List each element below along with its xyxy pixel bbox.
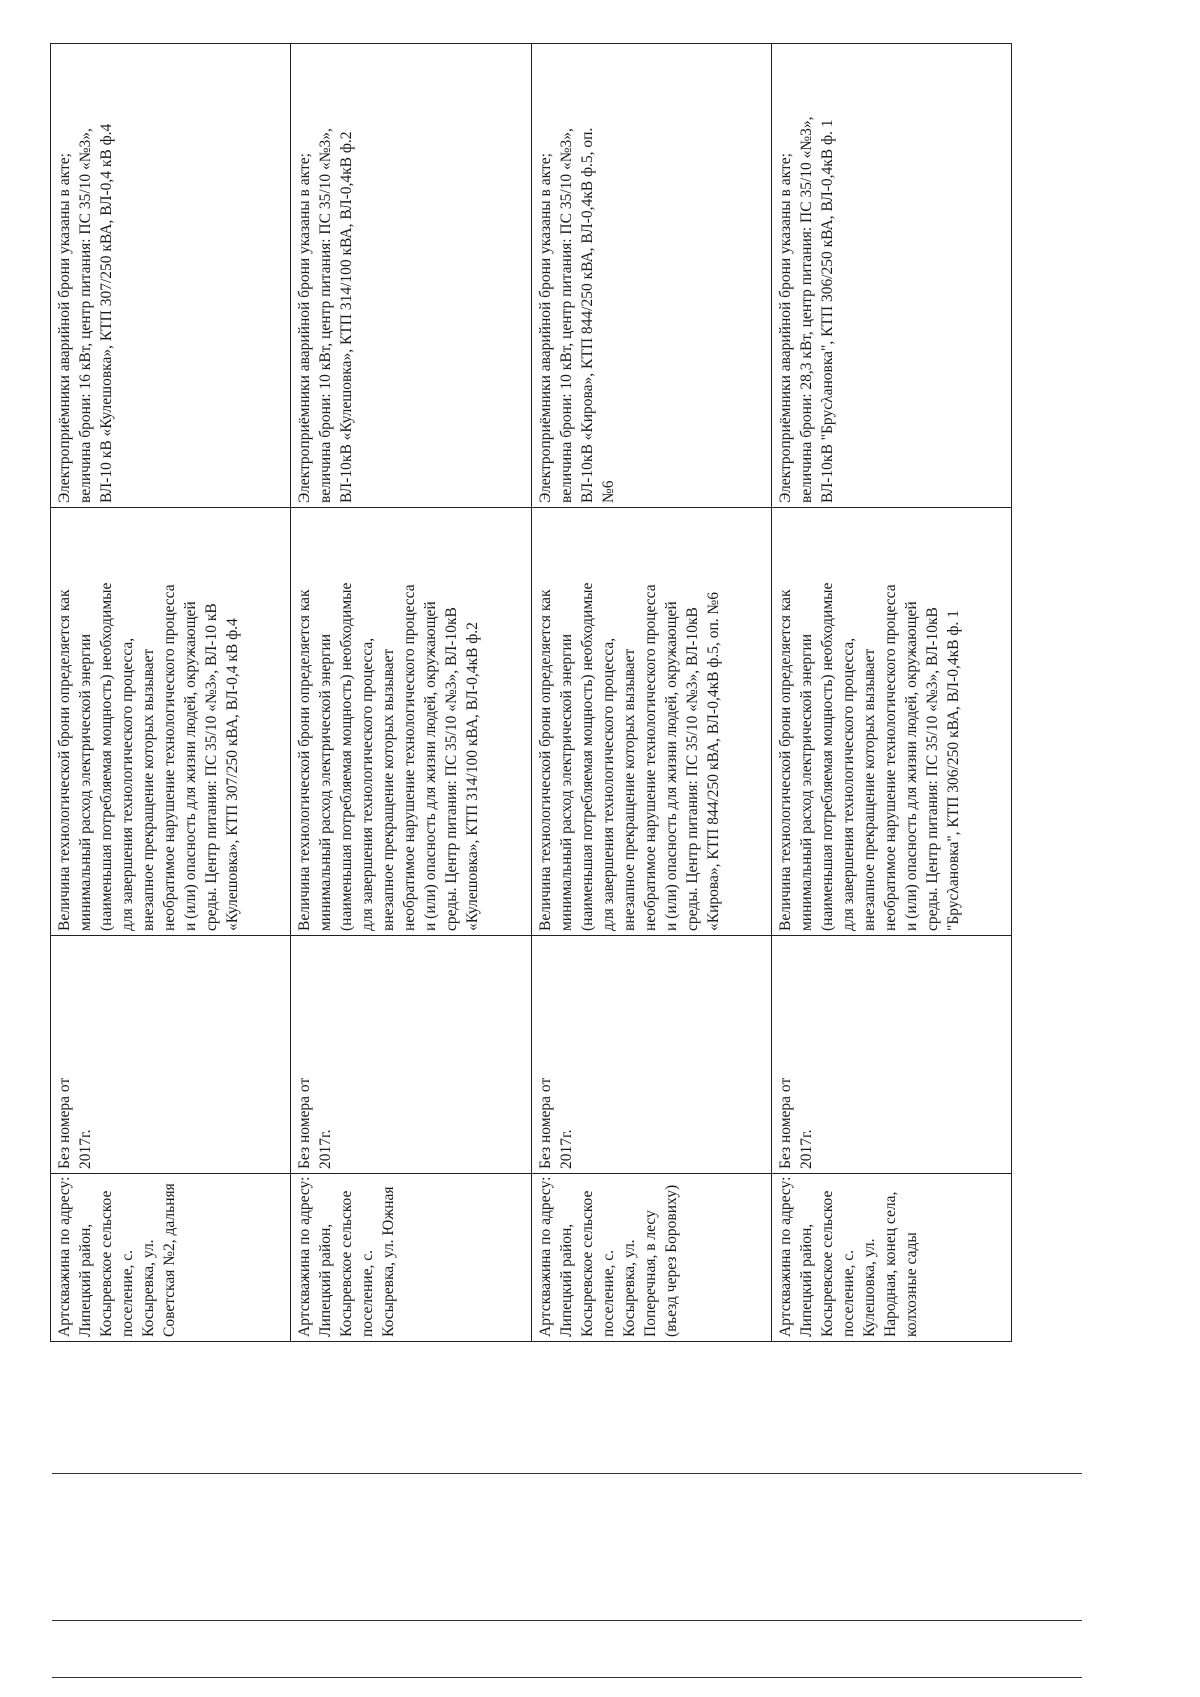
document-cell: Без номера от 2017г. bbox=[531, 936, 771, 1174]
table-row bbox=[51, 44, 291, 1342]
address-cell: Артскважина по адресу: Липецкий район, Косыревское сельское поселение, с. Косыревка, ул. Поперечная, в лесу (въезд через Боровиху) bbox=[531, 1174, 771, 1342]
table-row bbox=[291, 44, 531, 1342]
address-cell: Артскважина по адресу: Липецкий район, Косыревское сельское поселение, с. Косыревка, ул. Советская №2, дальняя bbox=[51, 1174, 291, 1342]
table-row bbox=[531, 44, 771, 1342]
technological-reserve-cell: Величина технологической брони определяется как минимальный расход электрической энергии (наименьшая потребляемая мощность) необходимые для завершения технологического процесса, внезапное прекращение которых вызывает необратимое нарушение технологического процесса и (или) опасность для жизни людей, окружающей среды. Центр питания: ПС 35/10 «№3», ВЛ-10кВ «Кирова», КТП 844/250 кВА, ВЛ-0,4кВ ф.5, оп. №6 bbox=[531, 508, 771, 936]
table-row bbox=[771, 44, 1011, 1342]
power-reserve-table bbox=[50, 43, 1012, 1342]
empty-table-rule bbox=[52, 1473, 1082, 1474]
rotated-table-container bbox=[50, 44, 1012, 1342]
document-cell: Без номера от 2017г. bbox=[291, 936, 531, 1174]
technological-reserve-cell: Величина технологической брони определяется как минимальный расход электрической энергии (наименьшая потребляемая мощность) необходимые для завершения технологического процесса, внезапное прекращение которых вызывает необратимое нарушение технологического процесса и (или) опасность для жизни людей, окружающей среды. Центр питания: ПС 35/10 «№3», ВЛ-10 кВ «Кулешовка», КТП 307/250 кВА, ВЛ-0,4 кВ ф.4 bbox=[51, 508, 291, 936]
address-cell: Артскважина по адресу: Липецкий район, Косыревское сельское поселение, с. Косыревка, ул. Южная bbox=[291, 1174, 531, 1342]
address-cell: Артскважина по адресу: Липецкий район, Косыревское сельское поселение, с. Кулешовка, ул. Народная, конец села, колхозные сады bbox=[771, 1174, 1011, 1342]
emergency-reserve-cell: Электроприёмники аварийной брони указаны в акте; величина брони: 28,3 кВт, центр питания: ПС 35/10 «№3», ВЛ-10кВ "Брусλановка", КТП 306/250 кВА, ВЛ-0,4кВ ф. 1 bbox=[771, 44, 1011, 508]
document-cell: Без номера от 2017г. bbox=[51, 936, 291, 1174]
empty-table-rule bbox=[52, 1620, 1082, 1621]
empty-table-rule bbox=[52, 1677, 1082, 1678]
technological-reserve-cell: Величина технологической брони определяется как минимальный расход электрической энергии (наименьшая потребляемая мощность) необходимые для завершения технологического процесса, внезапное прекращение которых вызывает необратимое нарушение технологического процесса и (или) опасность для жизни людей, окружающей среды. Центр питания: ПС 35/10 «№3», ВЛ-10кВ "Брусλановка", КТП 306/250 кВА, ВЛ-0,4кВ ф. 1 bbox=[771, 508, 1011, 936]
emergency-reserve-cell: Электроприёмники аварийной брони указаны в акте; величина брони: 16 кВт, центр питания: ПС 35/10 «№3», ВЛ-10 кВ «Кулешовка», КТП 307/250 кВА, ВЛ-0,4 кВ ф.4 bbox=[51, 44, 291, 508]
technological-reserve-cell: Величина технологической брони определяется как минимальный расход электрической энергии (наименьшая потребляемая мощность) необходимые для завершения технологического процесса, внезапное прекращение которых вызывает необратимое нарушение технологического процесса и (или) опасность для жизни людей, окружающей среды. Центр питания: ПС 35/10 «№3», ВЛ-10кВ «Кулешовка», КТП 314/100 кВА, ВЛ-0,4кВ ф.2 bbox=[291, 508, 531, 936]
emergency-reserve-cell: Электроприёмники аварийной брони указаны в акте; величина брони: 10 кВт, центр питания: ПС 35/10 «№3», ВЛ-10кВ «Кулешовка», КТП 314/100 кВА, ВЛ-0,4кВ ф.2 bbox=[291, 44, 531, 508]
document-cell: Без номера от 2017г. bbox=[771, 936, 1011, 1174]
emergency-reserve-cell: Электроприёмники аварийной брони указаны в акте; величина брони: 10 кВт, центр питания: ПС 35/10 «№3», ВЛ-10кВ «Кирова», КТП 844/250 кВА, ВЛ-0,4кВ ф.5, оп. №6 bbox=[531, 44, 771, 508]
